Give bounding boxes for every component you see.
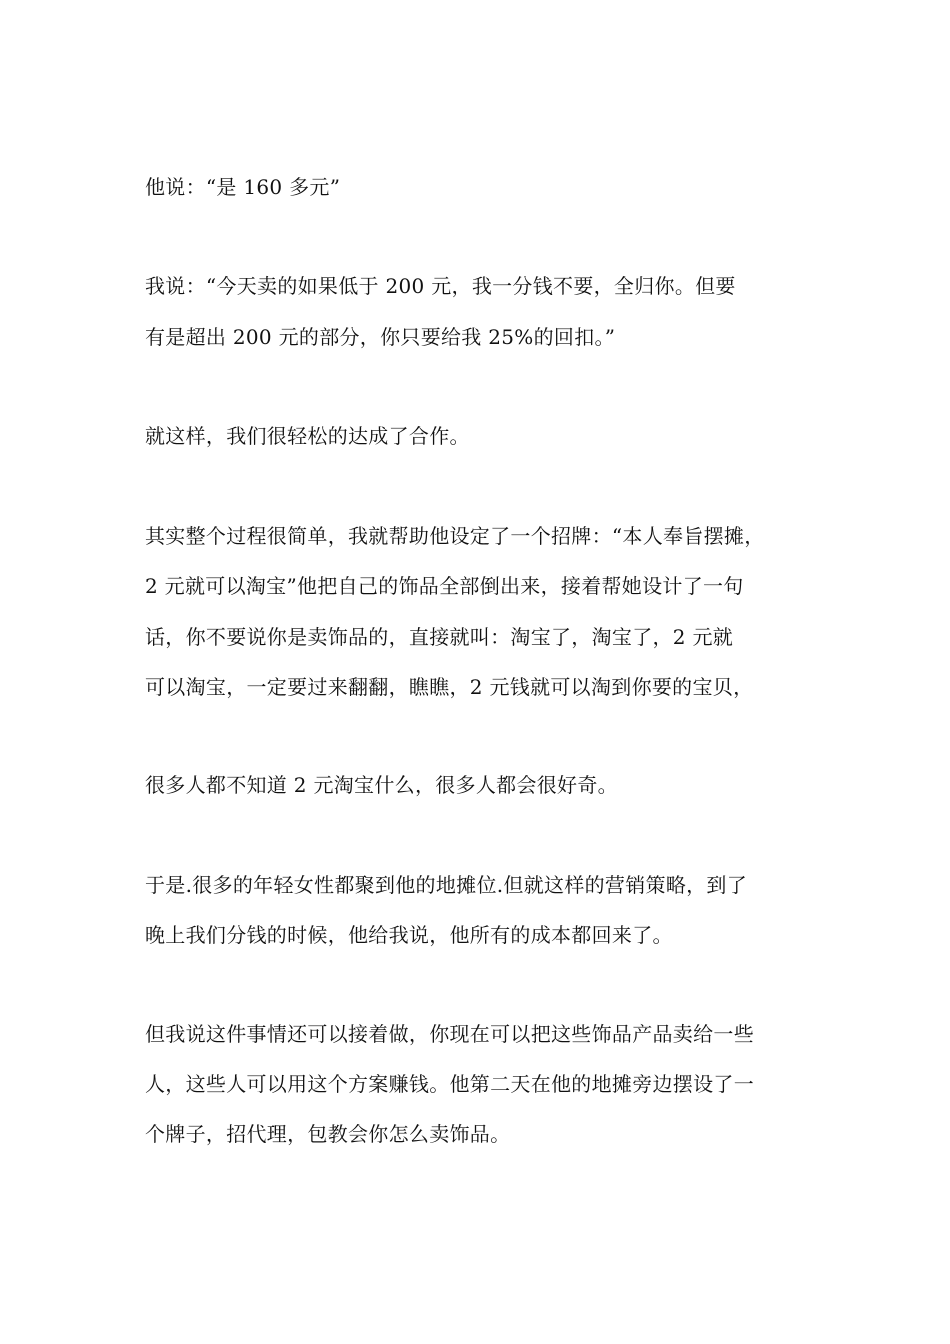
text-line: 可以淘宝，一定要过来翻翻，瞧瞧，2 元钱就可以淘到你要的宝贝， bbox=[145, 675, 754, 699]
text-line: 晚上我们分钱的时候，他给我说，他所有的成本都回来了。 bbox=[145, 923, 673, 947]
text-line: 2 元就可以淘宝”他把自己的饰品全部倒出来，接着帮她设计了一句 bbox=[145, 574, 744, 598]
text-line: 话，你不要说你是卖饰品的，直接就叫：淘宝了，淘宝了，2 元就 bbox=[145, 625, 734, 649]
text-line: 有是超出 200 元的部分，你只要给我 25%的回扣。” bbox=[145, 325, 616, 349]
text-line: 个牌子，招代理，包教会你怎么卖饰品。 bbox=[145, 1122, 511, 1146]
text-line: 就这样，我们很轻松的达成了合作。 bbox=[145, 424, 470, 448]
text-line: 但我说这件事情还可以接着做，你现在可以把这些饰品产品卖给一些 bbox=[145, 1022, 754, 1046]
text-line: 很多人都不知道 2 元淘宝什么，很多人都会很好奇。 bbox=[145, 773, 618, 797]
text-line: 他说：“是 160 多元” bbox=[145, 175, 341, 199]
text-line: 人，这些人可以用这个方案赚钱。他第二天在他的地摊旁边摆设了一 bbox=[145, 1072, 754, 1096]
text-line: 我说：“今天卖的如果低于 200 元，我一分钱不要，全归你。但要 bbox=[145, 274, 736, 298]
text-line: 其实整个过程很简单，我就帮助他设定了一个招牌：“本人奉旨摆摊， bbox=[145, 524, 765, 548]
text-line: 于是.很多的年轻女性都聚到他的地摊位.但就这样的营销策略，到了 bbox=[145, 873, 748, 897]
